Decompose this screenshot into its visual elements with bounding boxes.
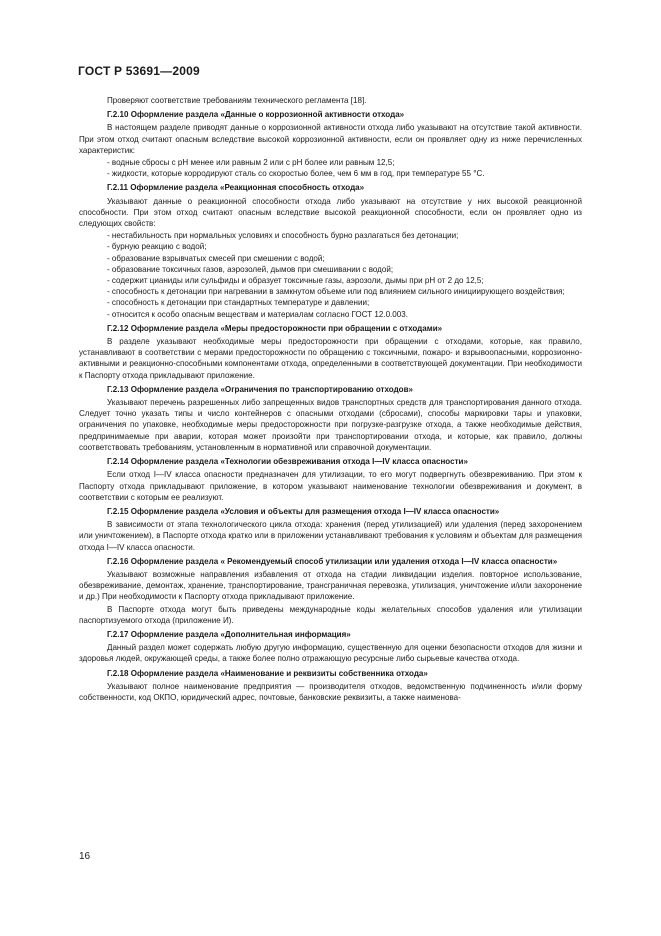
document-header: ГОСТ Р 53691—2009 — [78, 64, 200, 78]
paragraph: В зависимости от этапа технологического цикла отхода: хранения (перед утилизацией) или удаления (перед захоронением или уничтожением), в Паспорте отхода кратко или в приложении устанавливают требования к условиям и объектам для размещения отхода I—IV класса опасности. — [79, 520, 582, 552]
section-heading: Г.2.17 Оформление раздела «Дополнительная информация» — [107, 629, 351, 639]
list-item: - нестабильность при нормальных условиях и способность бурно разлагаться без детонации; — [107, 231, 459, 241]
list-item: - способность к детонации при стандартных температуре и давлении; — [107, 298, 370, 308]
paragraph: Данный раздел может содержать любую другую информацию, существенную для оценки безопасности отходов для жизни и здоровья людей, окружающей среды, а также более полно отражающую ресурсные либо сырьевые качества отхода. — [79, 643, 582, 664]
list-item: - содержит цианиды или сульфиды и образует токсичные газы, аэрозоли, дымы при pH от 2 до 12,5; — [107, 276, 484, 286]
paragraph: В Паспорте отхода могут быть приведены международные коды желательных способов удаления или утилизации паспортизуемого отхода (приложение И). — [79, 604, 582, 625]
list-item: - относится к особо опасным веществам и материалам согласно ГОСТ 12.0.003. — [107, 309, 408, 319]
page-number: 16 — [79, 851, 91, 862]
paragraph: Если отход I—IV класса опасности предназначен для утилизации, то его могут подвергнуть обезвреживанию. При этом к Паспорту отхода прикладывают приложение, в котором указывают наименование технологии обезвреживания и документ, в соответствии с которым ее реализуют. — [79, 470, 582, 502]
list-item: - способность к детонации при нагревании в замкнутом объеме или под влиянием сильного инициирующего воздействия; — [107, 287, 565, 297]
section-heading: Г.2.15 Оформление раздела «Условия и объекты для размещения отхода I—IV класса опасности» — [107, 506, 500, 516]
list-item: - образование токсичных газов, аэрозолей, дымов при смешивании с водой; — [107, 264, 394, 274]
paragraph: Указывают полное наименование предприятия — производителя отходов, ведомственную подчиненность и/или форму собственности, код ОКПО, юридический адрес, почтовые, банковские реквизиты, а также наименова- — [79, 681, 582, 702]
section-heading: Г.2.11 Оформление раздела «Реакционная способность отхода» — [107, 183, 365, 193]
list-item: - водные сбросы с pH менее или равным 2 или с pH более или равным 12,5; — [107, 158, 395, 168]
list-item: - образование взрывчатых смесей при смешении с водой; — [107, 253, 325, 263]
paragraph: Указывают данные о реакционной способности отхода либо указывают на отсутствие у них высокой реакционной способности. При этом отход считают опасным вследствие высокой реакционной способности, если он проявляет одно из следующих свойств: — [79, 196, 582, 229]
section-heading: Г.2.12 Оформление раздела «Меры предосторожности при обращении с отходами» — [107, 323, 443, 333]
paragraph: В настоящем разделе приводят данные о коррозионной активности отхода либо указывают на отсутствие такой активности. При этом отход считают опасным вследствие высокой коррозионной активности, если он проявляет одну из ниже перечисленных характеристик: — [79, 123, 582, 155]
paragraph: Указывают перечень разрешенных либо запрещенных видов транспортных средств для транспортирования данного отхода. Следует точно указать типы и число контейнеров с опасными отходами (сбросами), способы маркировки тары и упаковки, ограничения по упаковке, необходимые меры предосторожности при погрузке-разгрузке отхода, а также необходимые действия, предпринимаемые при аварии, которая может произойти при транспортировании отхода, и которые, как правило, должны соответствовать требованиям, установленным в нормативной или справочной документации. — [79, 398, 582, 452]
section-heading: Г.2.16 Оформление раздела « Рекомендуемый способ утилизации или удаления отхода I—IV класса опасности» — [107, 556, 558, 566]
paragraph: Указывают возможные направления избавления от отхода на стадии ликвидации изделия. повторное использование, обезвреживание, демонтаж, хранение, транспортирование, трансграничная перевозка, утилизация, уничтожение и/или захоронение и др.) При необходимости к Паспорту отхода прикладывают приложение. — [79, 569, 582, 602]
list-item: - жидкости, которые корродируют сталь со скоростью более, чем 6 мм в год, при температуре 55 °С. — [107, 169, 485, 179]
paragraph: В разделе указывают необходимые меры предосторожности при обращении с отходами, которые, как правило, устанавливают в соответствии с мерами предосторожности по обращению с токсичными, пожаро- и взрывоопасными, коррозионно-активными и реакционно-способными компонентами отхода, определенными в соответствующей документации. При необходимости к Паспорту отхода прикладывают приложение. — [79, 337, 582, 380]
list-item: - бурную реакцию с водой; — [107, 242, 207, 252]
section-heading: Г.2.10 Оформление раздела «Данные о коррозионной активности отхода» — [107, 110, 405, 120]
section-heading: Г.2.18 Оформление раздела «Наименование и реквизиты собственника отхода» — [107, 668, 428, 678]
section-heading: Г.2.14 Оформление раздела «Технологии обезвреживания отхода I—IV класса опасности» — [107, 457, 468, 467]
document-body — [79, 95, 582, 704]
paragraph: Проверяют соответствие требованиям технического регламента [18]. — [107, 96, 367, 105]
section-heading: Г.2.13 Оформление раздела «Ограничения по транспортированию отходов» — [107, 384, 414, 394]
